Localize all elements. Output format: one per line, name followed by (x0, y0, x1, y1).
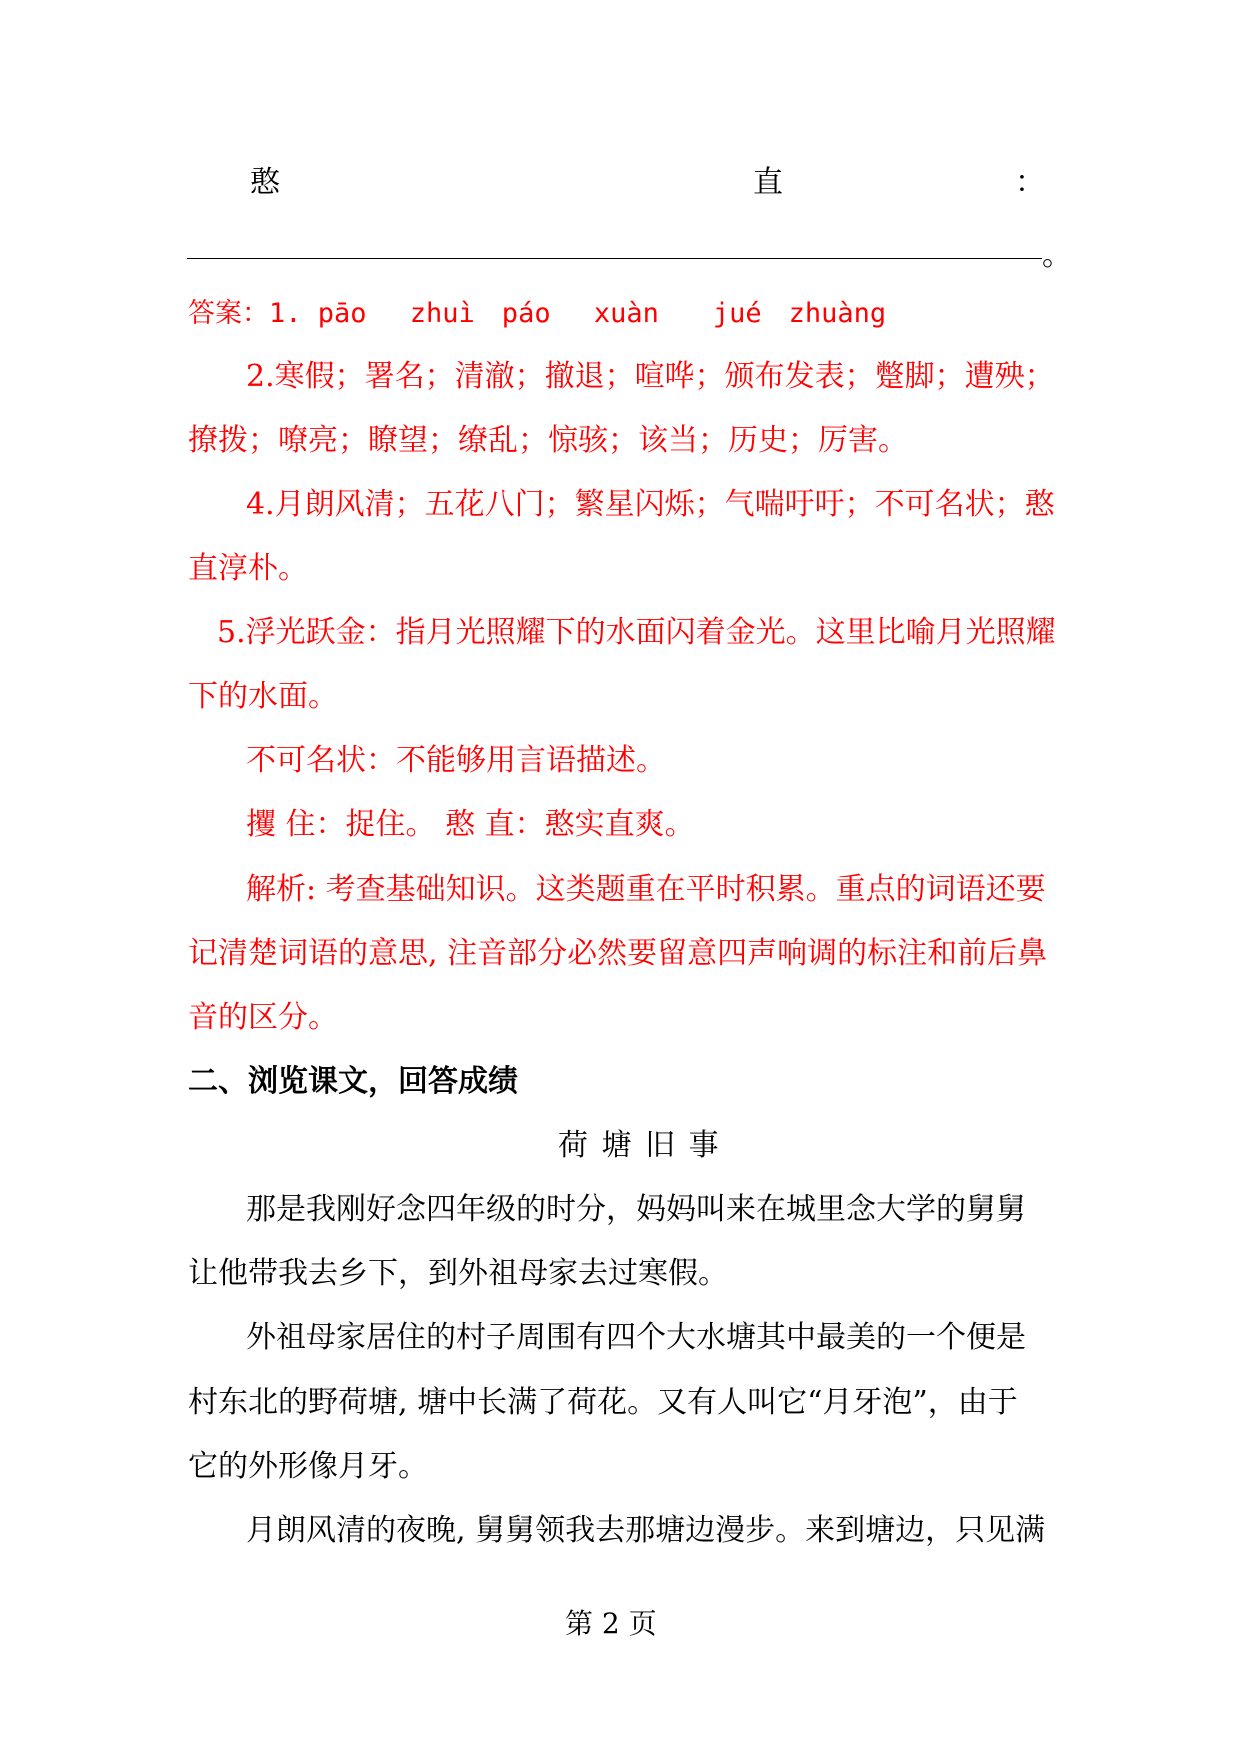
answer-q5-line-4: 攫 住：捉住。 憨 直：憨实直爽。 (246, 807, 695, 842)
story-para-1-line-1: 那是我刚好念四年级的时分，妈妈叫来在城里念大学的舅舅 (246, 1192, 1026, 1227)
story-para-2-line-3: 它的外形像月牙。 (188, 1449, 428, 1484)
answer-q5-line-2: 下的水面。 (188, 679, 338, 714)
fill-in-blank-line (187, 258, 1042, 259)
answer-analysis-line-2: 记清楚词语的意思, 注音部分必然要留意四声响调的标注和前后鼻 (188, 936, 1048, 971)
story-title: 荷 塘 旧 事 (558, 1128, 721, 1163)
fill-in-period: 。 (1042, 238, 1072, 273)
story-para-1-line-2: 让他带我去乡下，到外祖母家去过寒假。 (188, 1256, 728, 1291)
story-para-2-line-2: 村东北的野荷塘, 塘中长满了荷花。又有人叫它“月牙泡”，由于 (188, 1385, 1018, 1420)
answer-q2-line-1: 2.寒假；署名；清澈；撤退；喧哗；颁布发表；蹩脚；遭殃； (246, 359, 1055, 394)
fill-in-char-2: 直 (753, 165, 783, 200)
section-heading: 二、浏览课文，回答成绩 (188, 1064, 518, 1099)
answer-analysis-line-3: 音的区分。 (188, 1000, 338, 1035)
answer-q4-line-1: 4.月朗风清；五花八门；繁星闪烁；气喘吁吁；不可名状；憨 (246, 487, 1055, 522)
page-number: 第 2 页 (565, 1607, 657, 1640)
answer-pinyin: 答案：1. pāo zhuì páo xuàn jué zhuàng (188, 298, 887, 329)
answer-q5-line-1: 5.浮光跃金：指月光照耀下的水面闪着金光。这里比喻月光照耀 (217, 615, 1056, 650)
fill-in-char-1: 憨 (250, 165, 280, 200)
answer-analysis-line-1: 解析: 考查基础知识。这类题重在平时积累。重点的词语还要 (246, 872, 1046, 907)
fill-in-colon: ： (1015, 165, 1045, 200)
answer-q5-line-3: 不可名状：不能够用言语描述。 (246, 743, 666, 778)
answer-q4-line-2: 直淳朴。 (188, 551, 308, 586)
story-para-3-line-1: 月朗风清的夜晚, 舅舅领我去那塘边漫步。来到塘边，只见满 (246, 1513, 1046, 1548)
story-para-2-line-1: 外祖母家居住的村子周围有四个大水塘其中最美的一个便是 (246, 1320, 1026, 1355)
answer-q2-line-2: 撩拨；嘹亮；瞭望；缭乱；惊骇；该当；历史；厉害。 (188, 423, 908, 458)
